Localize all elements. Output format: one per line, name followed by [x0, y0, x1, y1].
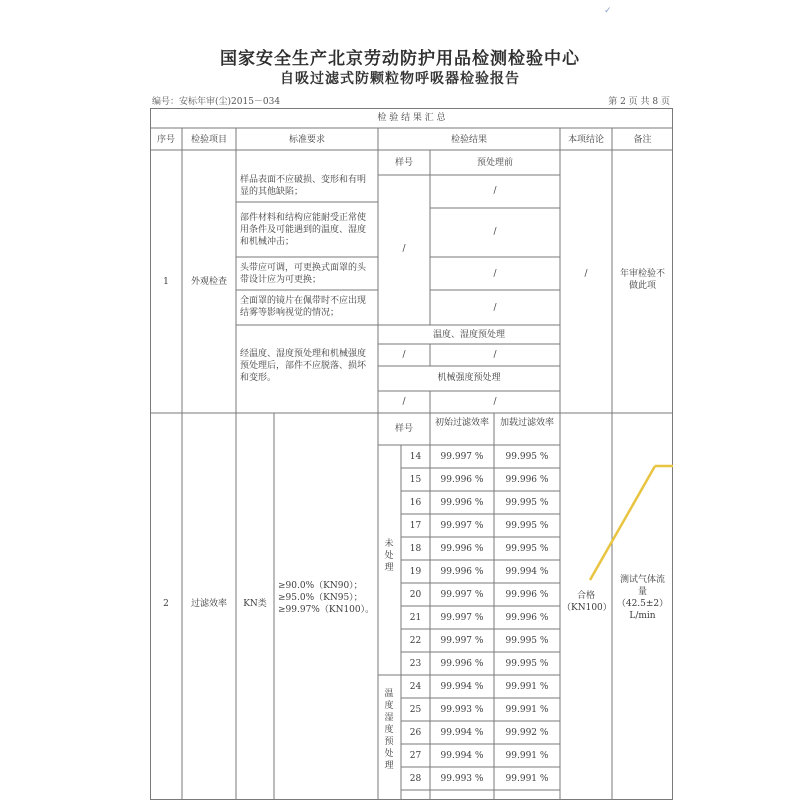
table-row-initial-efficiency: 99.996 % — [440, 475, 484, 485]
row2-sample-header: 样号 — [394, 424, 413, 434]
row1-mech-slash-b: / — [493, 397, 497, 407]
table-row-loaded-efficiency: 99.995 % — [505, 636, 549, 646]
table-row-sample-no: 19 — [409, 567, 422, 577]
row1-result-slash-3: / — [493, 269, 497, 279]
row2-load-header: 加载过滤效率 — [499, 418, 554, 428]
table-row-sample-no: 23 — [409, 659, 422, 669]
col-header-requirement: 标准要求 — [288, 135, 325, 145]
table-row-initial-efficiency: 99.996 % — [440, 544, 484, 554]
highlighter-annotation — [590, 466, 673, 580]
row2-conclusion: 合格（KN100） — [562, 591, 612, 613]
table-row-loaded-efficiency: 99.991 % — [505, 705, 549, 715]
row2-group-untreated: 未处理 — [384, 539, 394, 573]
row2-item: 过滤效率 — [190, 599, 227, 609]
row2-class: KN类 — [243, 599, 267, 609]
row1-mech-header: 机械强度预处理 — [437, 373, 501, 383]
row1-req-2: 部件材料和结构应能耐受正常使用条件及可能遇到的温度、湿度和机械冲击； — [240, 213, 367, 247]
row1-conclusion-slash: / — [584, 269, 588, 279]
table-row-loaded-efficiency: 99.996 % — [505, 590, 549, 600]
table-row-loaded-efficiency: 99.996 % — [505, 613, 549, 623]
table-row-loaded-efficiency: 99.995 % — [505, 498, 549, 508]
table-row-initial-efficiency: 99.996 % — [440, 498, 484, 508]
table-row-loaded-efficiency: 99.992 % — [505, 728, 549, 738]
row1-humidity-slash-b: / — [493, 350, 497, 360]
table-row-initial-efficiency: 99.994 % — [440, 728, 484, 738]
table-row-sample-no: 14 — [409, 452, 422, 462]
table-row-sample-no: 17 — [409, 521, 422, 531]
row1-item: 外观检查 — [190, 277, 227, 287]
col-header-result: 检验结果 — [450, 135, 487, 145]
row1-sample-header: 样号 — [394, 158, 413, 168]
row1-result-slash-4: / — [493, 303, 497, 313]
row1-humidity-header: 温度、湿度预处理 — [432, 330, 505, 340]
col-header-no: 序号 — [156, 135, 175, 145]
table-row-loaded-efficiency: 99.995 % — [505, 659, 549, 669]
row1-sample-slash: / — [402, 244, 406, 254]
scan-mark: ✓ — [604, 6, 612, 16]
table-row-initial-efficiency: 99.997 % — [440, 636, 484, 646]
table-row-sample-no: 27 — [409, 751, 422, 761]
table-row-sample-no: 21 — [409, 613, 422, 623]
table-row-initial-efficiency: 99.997 % — [440, 521, 484, 531]
table-row-sample-no: 15 — [409, 475, 422, 485]
table-row-loaded-efficiency: 99.996 % — [505, 475, 549, 485]
row1-result-slash-2: / — [493, 227, 497, 237]
report-title: 国家安全生产北京劳动防护用品检测检验中心 — [220, 49, 580, 69]
table-row-initial-efficiency: 99.996 % — [440, 567, 484, 577]
table-row-sample-no: 16 — [409, 498, 422, 508]
table-row-initial-efficiency: 99.997 % — [440, 613, 484, 623]
page-info: 第 2 页 共 8 页 — [608, 97, 670, 107]
row1-mech-slash-a: / — [402, 397, 406, 407]
col-header-remark: 备注 — [633, 135, 652, 145]
row1-req-3: 头带应可调，可更换式面罩的头带设计应为可更换； — [240, 263, 367, 285]
row1-req-1: 样品表面不应破损、变形和有明显的其他缺陷； — [240, 175, 367, 197]
table-row-loaded-efficiency: 99.991 % — [505, 682, 549, 692]
table-row-initial-efficiency: 99.994 % — [440, 751, 484, 761]
table-row-initial-efficiency: 99.994 % — [440, 682, 484, 692]
table-banner: 检 验 结 果 汇 总 — [377, 113, 446, 123]
row1-number: 1 — [163, 277, 169, 287]
table-row-loaded-efficiency: 99.994 % — [505, 567, 549, 577]
row1-pretreat-header: 预处理前 — [476, 158, 513, 168]
table-row-sample-no: 18 — [409, 544, 422, 554]
report-number: 编号：安标年审(尘)2015－034 — [152, 97, 281, 107]
table-row-loaded-efficiency: 99.995 % — [505, 521, 549, 531]
row2-remark: 测试气体流量（42.5±2）L/min — [616, 575, 669, 621]
table-row-sample-no: 22 — [409, 636, 422, 646]
table-row-loaded-efficiency: 99.995 % — [505, 452, 549, 462]
row2-init-header: 初始过滤效率 — [434, 418, 489, 428]
row1-result-slash-1: / — [493, 186, 497, 196]
results-table — [150, 108, 673, 800]
report-subtitle: 自吸过滤式防颗粒物呼吸器检验报告 — [280, 71, 520, 87]
row2-requirement: ≥90.0%（KN90）；≥95.0%（KN95）；≥99.97%（KN100）。 — [278, 581, 375, 615]
row2-group-treated: 温度湿度预处理 — [384, 689, 394, 771]
row1-humidity-slash-a: / — [402, 350, 406, 360]
col-header-item: 检验项目 — [190, 135, 227, 145]
row1-req-4: 全面罩的镜片在佩带时不应出现结雾等影响视觉的情况； — [240, 296, 367, 318]
row1-req-5: 经温度、湿度预处理和机械强度预处理后，部件不应脱落、损坏和变形。 — [240, 349, 367, 383]
table-row-sample-no: 20 — [409, 590, 422, 600]
table-row-initial-efficiency: 99.993 % — [440, 705, 484, 715]
table-row-initial-efficiency: 99.996 % — [440, 659, 484, 669]
table-row-sample-no: 25 — [409, 705, 422, 715]
table-row-sample-no: 24 — [409, 682, 422, 692]
col-header-conclusion: 本项结论 — [567, 135, 604, 145]
table-row-sample-no: 28 — [409, 774, 422, 784]
table-row-loaded-efficiency: 99.995 % — [505, 544, 549, 554]
row1-remark: 年审检验不做此项 — [619, 269, 665, 291]
table-row-sample-no: 26 — [409, 728, 422, 738]
row2-number: 2 — [163, 599, 169, 609]
table-row-initial-efficiency: 99.997 % — [440, 452, 484, 462]
table-row-loaded-efficiency: 99.991 % — [505, 751, 549, 761]
table-row-loaded-efficiency: 99.991 % — [505, 774, 549, 784]
table-row-initial-efficiency: 99.997 % — [440, 590, 484, 600]
table-row-initial-efficiency: 99.993 % — [440, 774, 484, 784]
